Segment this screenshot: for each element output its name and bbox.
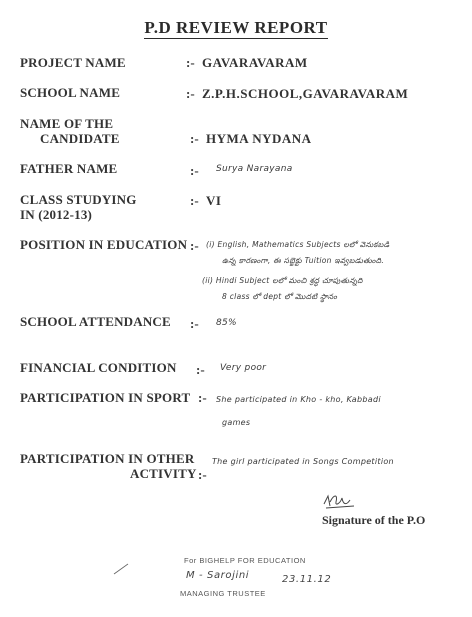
report-title-text: P.D REVIEW REPORT <box>144 18 328 37</box>
class-label-line2: IN (2012-13) <box>20 207 93 222</box>
other-activity-label-line2: ACTIVITY <box>130 466 197 481</box>
candidate-label-line1: NAME OF THE <box>20 116 114 131</box>
other-activity-label-line1: PARTICIPATION IN OTHER <box>20 451 195 466</box>
project-name-label: PROJECT NAME <box>20 55 126 70</box>
education-line-4: 8 class లో dept లో మొదటి స్థానం <box>222 292 338 301</box>
other-activity-sep: :- <box>198 467 207 482</box>
candidate-sep: :- <box>190 131 199 146</box>
class-label <box>20 192 137 222</box>
stamp-name: M - Sarojini <box>186 570 250 581</box>
education-line-3: (ii) Hindi Subject లలో మంచి శ్రద్ధ చూపుతున్నది <box>202 276 363 285</box>
stamp-line-3: MANAGING TRUSTEE <box>180 589 266 598</box>
class-sep: :- <box>190 193 199 208</box>
other-activity-value: The girl participated in Songs Competition <box>212 457 394 466</box>
other-activity-label <box>20 451 197 481</box>
school-name-sep: :- <box>186 86 195 101</box>
attendance-value: 85% <box>216 318 237 328</box>
father-name-value: Surya Narayana <box>216 164 293 174</box>
po-signature-scribble <box>320 490 360 512</box>
candidate-label-line2: CANDIDATE <box>40 131 120 146</box>
school-name-label: SCHOOL NAME <box>20 85 121 100</box>
financial-label: FINANCIAL CONDITION <box>20 360 177 375</box>
sport-label: PARTICIPATION IN SPORT <box>20 390 191 405</box>
check-mark-icon <box>112 560 132 576</box>
financial-value: Very poor <box>220 363 267 373</box>
report-title <box>0 18 472 38</box>
project-name-value: GAVARAVARAM <box>202 55 308 70</box>
project-name-sep: :- <box>186 55 195 70</box>
stamp-line-1: For BIGHELP FOR EDUCATION <box>184 556 306 565</box>
sport-line-1: She participated in Kho - kho, Kabbadi <box>216 395 381 404</box>
class-value: VI <box>206 193 222 208</box>
stamp-date: 23.11.12 <box>282 574 332 585</box>
father-name-sep: :- <box>190 163 199 178</box>
attendance-label: SCHOOL ATTENDANCE <box>20 314 171 329</box>
father-name-label: FATHER NAME <box>20 161 118 176</box>
attendance-sep: :- <box>190 316 199 331</box>
candidate-value: HYMA NYDANA <box>206 131 312 146</box>
education-sep: :- <box>190 238 199 253</box>
education-line-1: (i) English, Mathematics Subjects లలో వెనుకబడి <box>206 240 390 249</box>
sport-line-2: games <box>222 418 251 427</box>
school-name-value: Z.P.H.SCHOOL,GAVARAVARAM <box>202 86 409 101</box>
financial-sep: :- <box>196 362 205 377</box>
education-line-2: ఉన్న కారణంగా, ఈ సబ్జెక్టు Tuition ఇవ్వబడుతుంది. <box>222 256 385 265</box>
class-label-line1: CLASS STUDYING <box>20 192 137 207</box>
signature-label: Signature of the P.O <box>322 513 426 527</box>
education-label: POSITION IN EDUCATION <box>20 237 188 252</box>
sport-sep: :- <box>198 390 207 405</box>
candidate-label <box>20 116 120 146</box>
